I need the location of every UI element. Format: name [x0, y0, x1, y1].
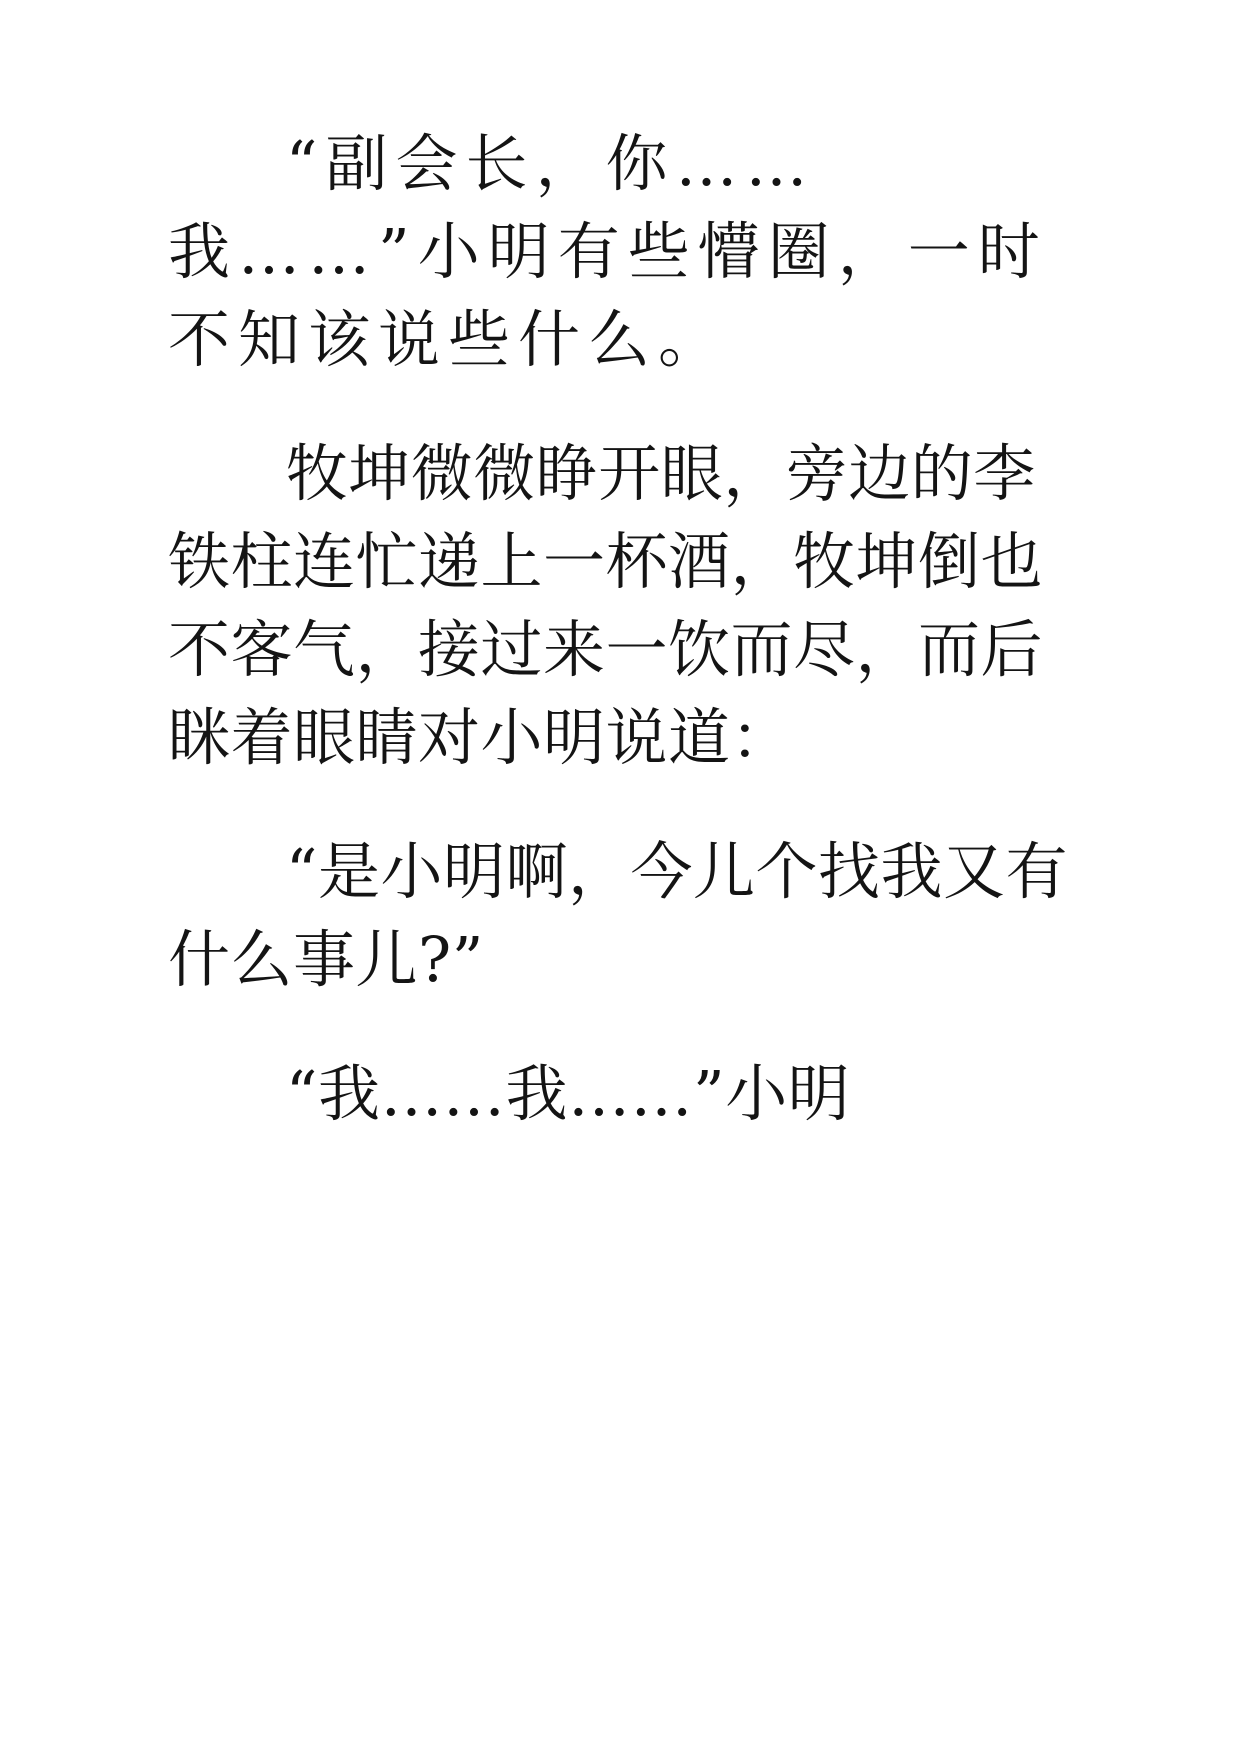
paragraph-1: “副会长，你……我……”小明有些懵圈，一时不知该说些什么。 — [168, 127, 1048, 377]
paragraph-4: “我……我……”小明 — [285, 1057, 851, 1131]
paragraph-3: “是小明啊，今儿个找我又有什么事儿?” — [168, 835, 1068, 997]
paragraph-2: 牧坤微微睁开眼，旁边的李铁柱连忙递上一杯酒，牧坤倒也不客气，接过来一饮而尽，而后眯着眼睛对小明说道： — [168, 437, 1044, 775]
document-body — [168, 120, 1068, 1138]
